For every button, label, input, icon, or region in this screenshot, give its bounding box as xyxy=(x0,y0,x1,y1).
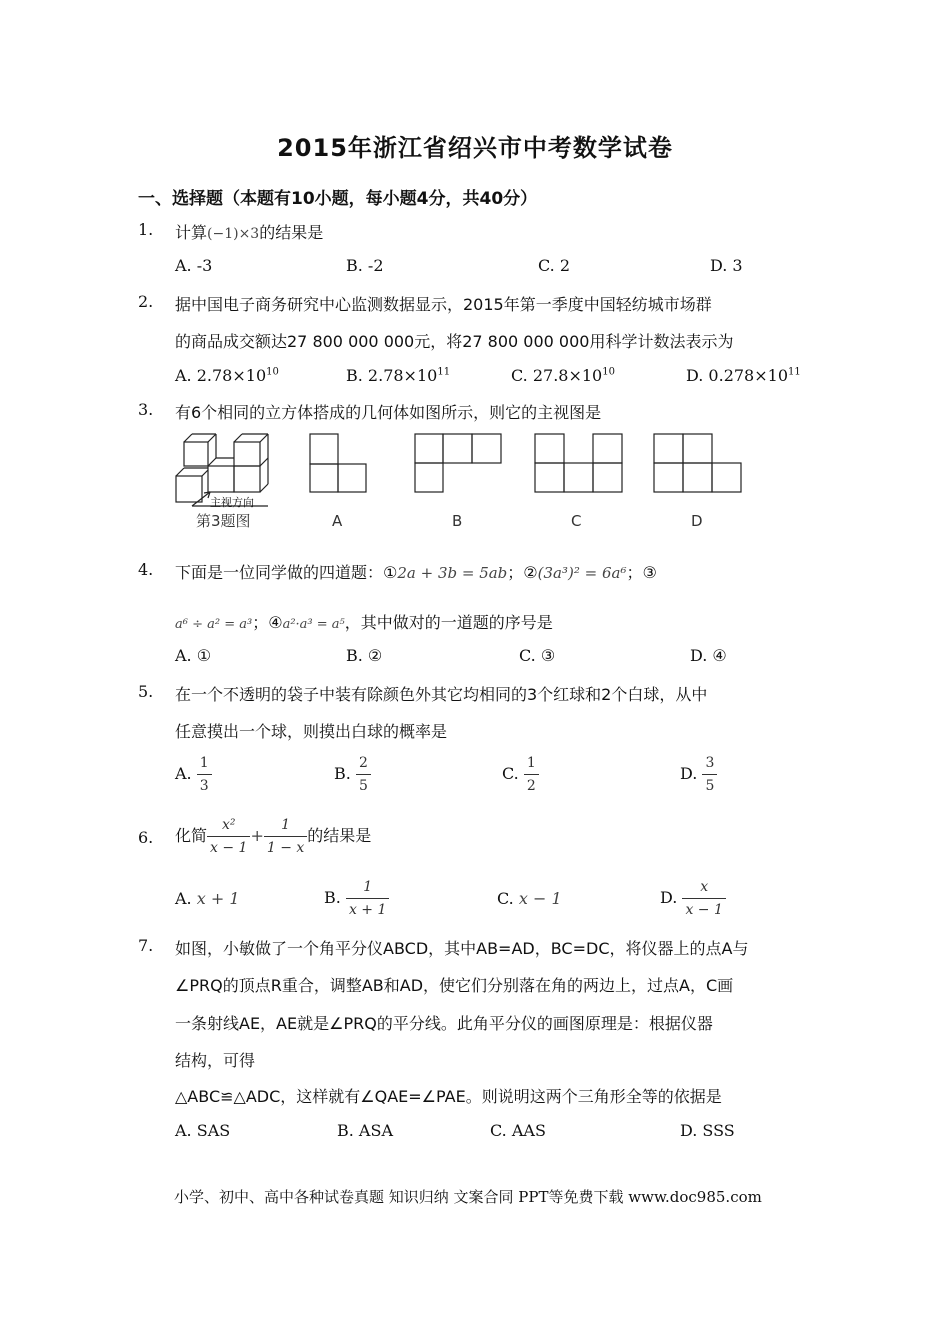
q4-option-a: A. ① xyxy=(175,646,212,665)
q4-option-c: C. ③ xyxy=(519,646,556,665)
q4-option-d: D. ④ xyxy=(690,646,727,665)
q5-option-c: C. $\frac{1}{2}$ xyxy=(502,752,539,797)
q7-line3: 一条射线AE，AE就是∠PRQ的平分线。此角平分仪的画图原理是：根据仪器 xyxy=(175,1014,713,1033)
q3-figure-caption: 第3题图 xyxy=(196,512,251,530)
q3-text: 有6个相同的立方体搭成的几何体如图所示，则它的主视图是 xyxy=(175,403,602,422)
q3-label-c: C xyxy=(571,512,582,530)
q4-line2: a⁶ ÷ a² = a³；④a²·a³ = a⁵，其中做对的一道题的序号是 xyxy=(175,613,553,632)
q6-text: 化简 $\frac{\text{x²}}{x - 1}$ + $\frac{1}{1 - x}$ 的结果是 xyxy=(175,814,371,859)
q2-line1: 据中国电子商务研究中心监测数据显示，2015年第一季度中国轻纺城市场群 xyxy=(175,295,712,314)
q3-number: 3. xyxy=(138,400,154,419)
q7-line2: ∠PRQ的顶点R重合，调整AB和AD，使它们分别落在角的两边上，过点A，C画 xyxy=(175,976,734,995)
q3-option-b-figure xyxy=(415,434,501,492)
q1-option-a: A. -3 xyxy=(175,256,213,275)
q2-line2: 的商品成交额达27 800 000 000元，将27 800 000 000用科学计数法表示为 xyxy=(175,332,734,351)
q7-option-d: D. SSS xyxy=(680,1121,735,1140)
q4-line1: 下面是一位同学做的四道题：①2a + 3b = 5ab；②(3a³)² = 6a⁶；③ xyxy=(175,563,657,582)
q7-number: 7. xyxy=(138,936,154,955)
q5-option-b: B. $\frac{2}{5}$ xyxy=(334,752,371,797)
q5-line1: 在一个不透明的袋子中装有除颜色外其它均相同的3个红球和2个白球，从中 xyxy=(175,685,708,704)
q6-number: 6. xyxy=(138,828,154,847)
q4-number: 4. xyxy=(138,560,154,579)
section-heading: 一、选择题（本题有10小题，每小题4分，共40分） xyxy=(138,189,538,209)
q7-line1: 如图，小敏做了一个角平分仪ABCD，其中AB=AD，BC=DC，将仪器上的点A与 xyxy=(175,939,749,958)
q2-number: 2. xyxy=(138,292,154,311)
q2-option-a: A. $2.78\times 10^{10}$ xyxy=(175,366,279,385)
q7-option-b: B. ASA xyxy=(337,1121,393,1140)
q7-line4: 结构，可得 xyxy=(175,1051,256,1070)
q3-figures xyxy=(170,432,770,532)
q6-option-a: A. x + 1 xyxy=(175,889,240,908)
q3-option-a-figure xyxy=(310,434,366,492)
page-footer: 小学、初中、高中各种试卷真题 知识归纳 文案合同 PPT等免费下载 www.doc985.com xyxy=(174,1188,762,1206)
q2-option-c: C. $27.8\times 10^{10}$ xyxy=(511,366,615,385)
q1-option-b: B. -2 xyxy=(346,256,384,275)
q6-option-c: C. x − 1 xyxy=(497,889,562,908)
q7-line5: △ABC≌△ADC，这样就有∠QAE=∠PAE。则说明这两个三角形全等的依据是 xyxy=(175,1087,722,1106)
page-title: 2015年浙江省绍兴市中考数学试卷 xyxy=(277,134,673,162)
q1-option-c: C. 2 xyxy=(538,256,571,275)
q7-option-c: C. AAS xyxy=(490,1121,546,1140)
q6-option-d: D. $\frac{x}{x - 1}$ xyxy=(660,876,726,921)
q1-option-d: D. 3 xyxy=(710,256,743,275)
q5-number: 5. xyxy=(138,682,154,701)
q5-line2: 任意摸出一个球，则摸出白球的概率是 xyxy=(175,722,448,741)
q1-number: 1. xyxy=(138,220,154,239)
q3-option-c-figure xyxy=(535,434,622,492)
q1-text: 计算(−1)×3的结果是 xyxy=(175,223,324,242)
q3-label-d: D xyxy=(691,512,703,530)
q3-option-d-figure xyxy=(654,434,741,492)
q6-option-b: B. $\frac{1}{x + 1}$ xyxy=(324,876,389,921)
q4-option-b: B. ② xyxy=(346,646,383,665)
q3-direction-label: 主视方向 xyxy=(210,496,254,509)
q5-option-a: A. $\frac{1}{3}$ xyxy=(175,752,212,797)
q7-option-a: A. SAS xyxy=(175,1121,231,1140)
q3-label-b: B xyxy=(452,512,463,530)
q2-option-d: D. $0.278\times 10^{11}$ xyxy=(686,366,801,385)
q3-label-a: A xyxy=(332,512,343,530)
q5-option-d: D. $\frac{3}{5}$ xyxy=(680,752,717,797)
q2-option-b: B. $2.78\times 10^{11}$ xyxy=(346,366,451,385)
